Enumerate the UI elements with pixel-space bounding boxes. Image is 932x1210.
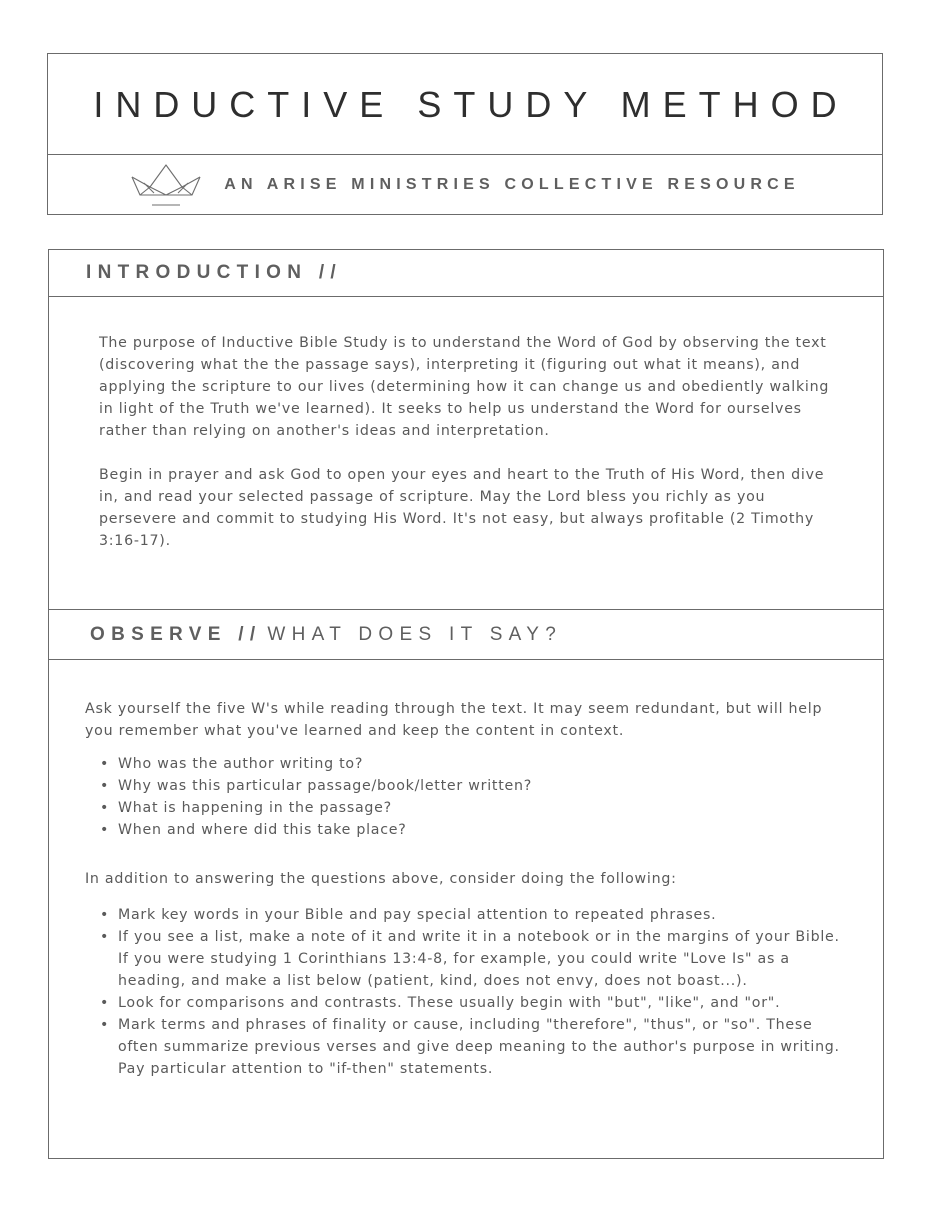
- observe-heading-strong: OBSERVE //: [90, 623, 262, 645]
- introduction-heading: [49, 250, 883, 296]
- observe-body: [85, 698, 845, 1080]
- header-subtitle-row: [48, 155, 882, 214]
- list-item: • Who was the author writing to?: [85, 753, 845, 775]
- questions-list: [85, 753, 845, 841]
- actions-list: [85, 904, 845, 1080]
- introduction-body: [99, 332, 844, 552]
- list-item: • Mark terms and phrases of finality or cause, including "therefore", "thus", or "so". These often summarize previous verses and give deep meaning to the author's purpose in writing. Pay particular attention to "if-then" statements.: [85, 1014, 845, 1080]
- list-item: • Look for comparisons and contrasts. These usually begin with "but", "like", and "or".: [85, 992, 845, 1014]
- list-item: • Why was this particular passage/book/letter written?: [85, 775, 845, 797]
- additional-intro: In addition to answering the questions above, consider doing the following:: [85, 871, 677, 887]
- header-box: [47, 53, 883, 215]
- page-title: INDUCTIVE STUDY METHOD: [93, 83, 849, 125]
- header-subtitle: AN ARISE MINISTRIES COLLECTIVE RESOURCE: [224, 175, 800, 193]
- list-item: • If you see a list, make a note of it and write it in a notebook or in the margins of your Bible. If you were studying 1 Corinthians 13:4-8, for example, you could write "Love Is" as a heading, and make a list below (patient, kind, does not envy, does not boast...).: [85, 926, 845, 992]
- observe-intro: Ask yourself the five W's while reading through the text. It may seem redundant, but will help you remember what you've learned and keep the content in context.: [85, 701, 823, 739]
- introduction-heading-text: INTRODUCTION //: [86, 262, 342, 283]
- introduction-paragraph: Begin in prayer and ask God to open your eyes and heart to the Truth of His Word, then dive in, and read your selected passage of scripture. May the Lord bless you richly as you persevere and commit to studying His Word. It's not easy, but always profitable (2 Timothy 3:16-17).: [99, 467, 825, 549]
- observe-divider: [49, 659, 883, 660]
- observe-heading: [49, 610, 883, 659]
- crown-logo-icon: [130, 163, 202, 207]
- introduction-divider: [49, 296, 883, 297]
- list-item: • When and where did this take place?: [85, 819, 845, 841]
- introduction-paragraph: The purpose of Inductive Bible Study is to understand the Word of God by observing the text (discovering what the the passage says), interpreting it (figuring out what it means), and applying the scripture to our lives (determining how it can change us and obediently walking in light of the Truth we've learned). It seeks to help us understand the Word for ourselves rather than relying on another's ideas and interpretation.: [99, 335, 830, 439]
- main-box: [48, 249, 884, 1159]
- observe-heading-light: WHAT DOES IT SAY?: [267, 623, 563, 645]
- list-item: • Mark key words in your Bible and pay special attention to repeated phrases.: [85, 904, 845, 926]
- list-item: • What is happening in the passage?: [85, 797, 845, 819]
